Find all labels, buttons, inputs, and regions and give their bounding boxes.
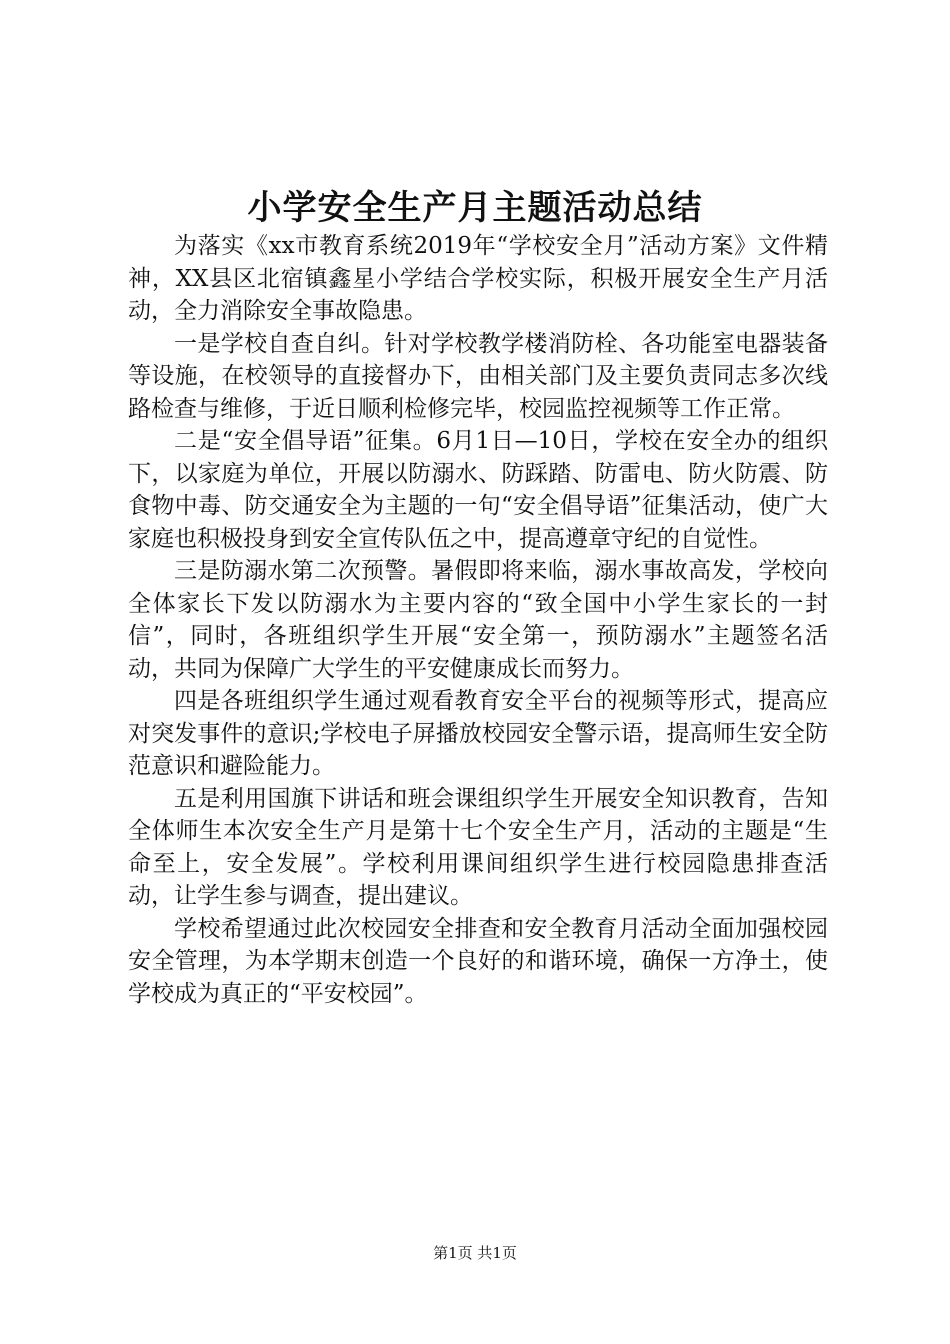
paragraph-item-2: 二是“安全倡导语”征集。6月1日—10日，学校在安全办的组织下，以家庭为单位，开展以防溺水、防踩踏、防雷电、防火防震、防食物中毒、防交通安全为主题的一句“安全倡导语”征集活动，使广大家庭也积极投身到安全宣传队伍之中，提高遵章守纪的自觉性。 (128, 428, 828, 552)
page-number-footer: 第1页 共1页 (433, 1244, 517, 1262)
paragraph-item-3: 三是防溺水第二次预警。暑假即将来临，溺水事故高发，学校向全体家长下发以防溺水为主要内容的“致全国中小学生家长的一封信”，同时，各班组织学生开展“安全第一，预防溺水”主题签名活动，共同为保障广大学生的平安健康成长而努力。 (128, 558, 828, 682)
document-body (128, 230, 828, 1010)
paragraph-item-5: 五是利用国旗下讲话和班会课组织学生开展安全知识教育，告知全体师生本次安全生产月是第十七个安全生产月，活动的主题是“生命至上，安全发展”。学校利用课间组织学生进行校园隐患排查活动，让学生参与调查，提出建议。 (128, 785, 828, 909)
document-title: 小学安全生产月主题活动总结 (247, 188, 703, 228)
paragraph-intro: 为落实《xx市教育系统2019年“学校安全月”活动方案》文件精神，XX县区北宿镇鑫星小学结合学校实际，积极开展安全生产月活动，全力消除安全事故隐患。 (128, 233, 828, 324)
paragraph-conclusion: 学校希望通过此次校园安全排查和安全教育月活动全面加强校园安全管理，为本学期末创造一个良好的和谐环境，确保一方净土，使学校成为真正的“平安校园”。 (128, 915, 828, 1007)
paragraph-item-1: 一是学校自查自纠。针对学校教学楼消防栓、各功能室电器装备等设施，在校领导的直接督办下，由相关部门及主要负责同志多次线路检查与维修，于近日顺利检修完毕，校园监控视频等工作正常。 (128, 330, 828, 422)
paragraph-item-4: 四是各班组织学生通过观看教育安全平台的视频等形式，提高应对突发事件的意识;学校电子屏播放校园安全警示语，提高师生安全防范意识和避险能力。 (128, 688, 828, 779)
